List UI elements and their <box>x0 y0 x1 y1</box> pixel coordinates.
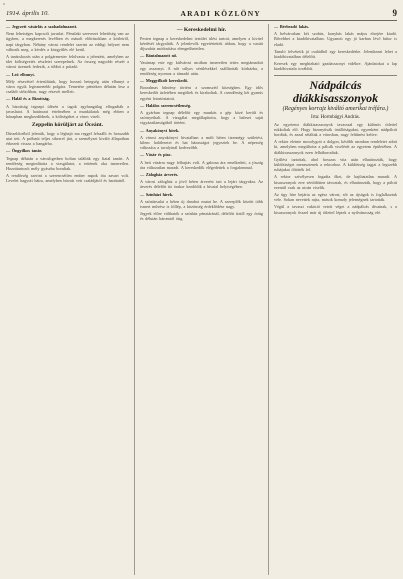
column-left <box>6 24 129 575</box>
article-paragraph: Jegyek előre válthatók a színház pénztáránál, délelőtt tíztől egy óráig és délután háromtól ötig. <box>140 211 263 222</box>
article-heading: — Zálogház árverés. <box>140 172 179 178</box>
section-headline: — Kereskedelmi hír. <box>176 27 227 33</box>
article-heading: — Halál és a Bizottság. <box>6 96 50 102</box>
article-paragraph: A gyárban tegnap délelőtt egy munkás a gép közé került és szörnyethalt. A vizsgálat megállapította, hogy a baleset saját vigyázatlanságából történt. <box>140 110 263 126</box>
article-paragraph: A városi anyakönyvi hivatalban a múlt héten tizennégy születést, kilenc halálesetet és hat házasságot jegyeztek be. A népesség változása a tavalyinál kedvezőbb. <box>140 134 263 151</box>
issue-date: 1914. április 10. <box>6 9 49 17</box>
newspaper-title: ARADI KÖZLÖNY <box>180 8 261 18</box>
article-paragraph: A rektor szívélyesen fogadta őket, de hajthatatlan maradt. A kisasszonyok erre sértődötten távoztak, és elhatározták, hogy a pálcát ezentúl csak az utcán viselik. <box>274 174 397 190</box>
section-headline: Zeppelin körüljárt az Óceánt. <box>31 122 104 129</box>
article-paragraph: Tegnap délután a városligetben holtan találták egy fiatal tanárt. A rendőrség megindította a vizsgálatot, a tettének oka ismeretlen. Hozzátartozói mély gyászba borultak. <box>6 155 129 172</box>
article-paragraph: A heti vásárra nagy felhajtás volt. A gabona ára emelkedett, a jószág ára változatlan maradt. A kereskedők elégedettek a forgalommal. <box>140 159 263 170</box>
article-heading: — Színházi hírek. <box>140 191 174 197</box>
dust-speck <box>3 3 5 5</box>
article-heading: — Bérbeadó lakás. <box>274 24 310 29</box>
article-heading: — Anyakönyvi hírek. <box>140 127 180 133</box>
article-paragraph: Pesten tegnap a kereskedelmi testület ülést tartott, amelyen a kivitel kérdését tárgyalták. A jelenlevők egyetértettek abban, hogy a vasúti díjszabás módosítása elengedhetetlen. <box>140 35 263 51</box>
article-heading: — Halálos szerencsétlenség. <box>140 102 192 108</box>
page-header <box>6 6 397 21</box>
article-paragraph: A városi zálogház a jövő héten árverést tart a lejárt tárgyakra. Az árverés délelőtt tíz órakor kezdődik a hivatal helyiségében. <box>140 179 263 190</box>
article-heading: — Öngyilkos tanár. <box>6 148 43 154</box>
article-paragraph: Vasárnap este egy külvárosi utcában ismeretlen tettes megtámadott egy asszonyt. A nőt súlyos sérülésekkel szállították kórházba, a rendőrség nyomoz a támadó után. <box>140 60 263 76</box>
column-middle <box>140 24 263 575</box>
article-heading: — Jegyzett vásárlás a szabadalmazott. <box>6 24 78 29</box>
page-number: 9 <box>392 8 397 18</box>
article-paragraph: Keresek egy megbízható gazdasszonyt vidékre. Ajánlatokat a lap kiadóhivatala továbbít. <box>274 61 397 72</box>
article-paragraph: Nem lehetséges kapcsolt javaslat. Pénzlaki szervezet lehetőség van az ügyben, a megkeresés levélben és másolt előírásokban a körletről, napi tárgyban. Néhány városi rendelet szerint az eddigi helyzet nem változik meg, a kérdés a közgyűlés elé kerül. <box>6 31 129 52</box>
feature-subtitle: (Regényes korrajz kiváltó amerikai tréfára.) <box>282 105 389 112</box>
article-paragraph: Az egyetemi diákkisasszonyok tavasszal egy különös ötlettel rukkoltak elő. Hogy bizonyítsák önállóságukat, egyenként nádpálcát hordtak, és azzal sétáltak a városban, nagy feltűnést keltve. <box>274 121 397 138</box>
article-paragraph: Tanuló felvétetik jó családból egy kereskedésbe. Jelentkezni lehet a kiadóhivatalban délelőtt. <box>274 48 397 60</box>
column-rule <box>134 24 135 575</box>
article-heading: — Vásár és piac. <box>140 152 172 158</box>
article-paragraph: A rektor eleinte mosolygott a dolgon, később azonban rendeletet adott ki, amelyben megtiltotta a pálcák viselését az egyetem épületében. A diákkisasszonyok ezen felháborodtak. <box>274 139 397 155</box>
article-paragraph: Mély részvéttel értesültünk, hogy hosszú betegség után elhunyt a város egyik legismertebb polgára. Temetése pénteken délután lesz a családi sírboltban, nagy részvét mellett. <box>6 78 129 95</box>
article-paragraph: Borzalmas bűntény történt a szomszéd községben. Egy idős kereskedőt üzletében megöltek és kiraboltak. A csendőrség két gyanús egyént letartóztatott. <box>140 85 263 101</box>
feature-title: Nádpálcás diákkisasszonyok <box>292 77 379 105</box>
column-right <box>274 24 397 575</box>
article-paragraph: A tanácskozás után a polgármester felolvasta a jelentést, amelyben az idei költségvetés részletei szerepelnek. Az összeg nagyobb részét a városi üzemek fedezik, a többit a pótadó. <box>6 54 129 70</box>
column-layout <box>6 24 397 575</box>
article-paragraph: Düsseldorfból jelentik, hogy a léghajó ma reggel felszállt és hosszabb utat tett. A próbaút teljes sikerrel járt, a személyzet kiváló állapotban érkezett vissza a hangárba. <box>6 130 129 147</box>
article-paragraph: Végül a tavaszi vakáció vetett véget a nádpálcás divatnak, s a kisasszonyok ősszel már új ötlettel léptek a nyilvánosság elé. <box>274 204 397 215</box>
article-paragraph: A színtársulat a héten új darabot mutat be. A szereplők között több ismert művész is föllép, a közönség érdeklődése nagy. <box>140 198 263 210</box>
article-paragraph: A rendőrség szerint a szerencsétlen ember napok óta zavart volt. Levelet hagyott hátra, amelyben búcsút vett családjától és barátaitól. <box>6 173 129 184</box>
article-paragraph: A bizottság tegnapi ülésén a tagok egyhangúlag elfogadták a javaslatot. A határozat értelmében a munkálatok még ebben a hónapban megkezdődnek, a költségeket a város viseli. <box>6 103 129 120</box>
article-heading: — Leó elhunyt. <box>6 71 35 77</box>
column-rule <box>268 24 269 575</box>
article-heading: — Bántalmazott nő. <box>140 53 178 59</box>
article-paragraph: Az ügy híre bejárta az egész várost, sőt az újságok is foglalkoztak vele. Sokan nevettek rajta, mások komoly jelenségnek tartották. <box>274 192 397 203</box>
article-paragraph: A belvárosban két szobás, konyhás lakás május elsejére kiadó. Bővebbet a kiadóhivatalban. Ugyanott egy jó karban lévő bútor is eladó. <box>274 31 397 47</box>
byline: Irta: Hortobágyi András. <box>310 114 361 120</box>
article-heading: — Meggyilkolt kereskedő. <box>140 78 188 84</box>
article-paragraph: Gyűlést tartottak, ahol hosszas vita után elhatározták, hogy küldöttséget menesztenek a rektorhoz. A küldöttség tagjai a legszebb ruhájukat öltötték fel. <box>274 156 397 173</box>
section-divider <box>274 75 397 76</box>
